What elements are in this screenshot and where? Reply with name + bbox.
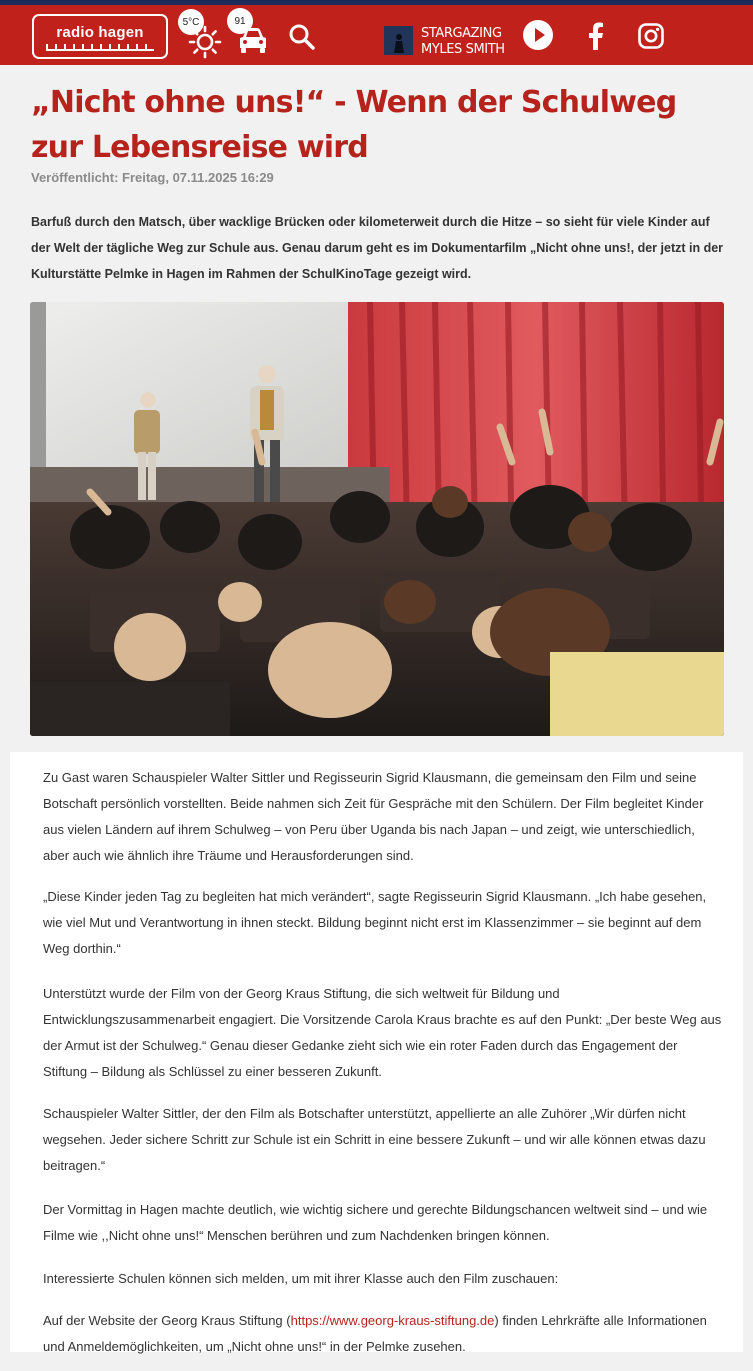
article-paragraph: Zu Gast waren Schauspieler Walter Sittler und Regisseurin Sigrid Klausmann, die gemeinsam den Film und seine Botschaft persönlich vorstellten. Beide nahmen sich Zeit für Gespräche mit den Schülern. Der Film begleitet Kinder aus vielen Ländern auf ihrem Schulweg – von Peru über Uganda bis nach Japan – und zeigt, wie unterschiedlich, aber auch wie ähnlich ihre Träume und Herausforderungen sind. — [43, 770, 704, 863]
paragraph-text: ) finden Lehrkräfte alle Informationen und Anmeldemöglichkeiten, um „Nicht ohne uns!“ in der Pelmke zusehen. — [43, 1313, 707, 1354]
logo-text: radio hagen — [56, 24, 144, 41]
article-paragraph: Schauspieler Walter Sittler, der den Film als Botschafter unterstützt, appellierte an alle Zuhörer „Wir dürfen nicht wegsehen. Jeder sichere Schritt zur Schule ist ein Schritt in eine bessere Zukunft – und wir alle können etwas dazu beitragen.“ — [43, 1106, 706, 1173]
article-title: „Nicht ohne uns!“ - Wenn der Schulweg zur Lebensreise wird — [31, 85, 677, 165]
now-playing-artist: MYLES SMITH — [421, 42, 505, 57]
published-date: Veröffentlicht: Freitag, 07.11.2025 16:29 — [31, 170, 274, 185]
stiftung-website-link[interactable]: https://www.georg-kraus-stiftung.de — [290, 1313, 495, 1328]
article-paragraph: Der Vormittag in Hagen machte deutlich, wie wichtig sichere und gerechte Bildungschancen weltweit sind – und wie Filme wie ,,Nicht ohne uns!“ Menschen berühren und zum Nachdenken bringen können. — [43, 1202, 708, 1243]
paragraph-text: Auf der Website der Georg Kraus Stiftung ( — [43, 1313, 291, 1328]
traffic-button[interactable] — [227, 8, 273, 58]
article-photo — [30, 302, 724, 736]
article-paragraph: Unterstützt wurde der Film von der Georg Kraus Stiftung, die sich weltweit für Bildung und Entwicklungszusammenarbeit engagiert. Die Vorsitzende Carola Kraus brachte es auf den Punkt: „Der beste Weg aus der Armut ist der Schulweg.“ Genau dieser Gedanke zieht sich wie ein roter Faden durch das Engagement der Stiftung – Bildung als Schlüssel zu einer besseren Zukunft. — [43, 986, 722, 1079]
radio-hagen-logo[interactable] — [32, 14, 168, 59]
article-paragraph-last — [43, 1308, 723, 1360]
instagram-icon[interactable] — [638, 23, 664, 49]
article-paragraph: Interessierte Schulen können sich melden, um mit ihrer Klasse auch den Film zuschauen: — [43, 1271, 559, 1286]
traffic-count-badge: 91 — [227, 8, 253, 34]
play-icon[interactable] — [523, 20, 553, 50]
cover-figure-icon — [384, 26, 413, 55]
logo-scale-icon — [46, 44, 154, 51]
site-header — [0, 5, 753, 65]
facebook-icon[interactable] — [588, 22, 604, 50]
search-icon[interactable] — [288, 23, 316, 51]
weather-button[interactable] — [178, 9, 224, 59]
article-paragraph: „Diese Kinder jeden Tag zu begleiten hat mich verändert“, sagte Regisseurin Sigrid Klausmann. „Ich habe gesehen, wie viel Mut und Verantwortung in ihnen steckt. Bildung beginnt nicht erst im Klassenzimmer – sie beginnt auf dem Weg dorthin.“ — [43, 889, 707, 956]
cinema-scene-illustration — [30, 302, 724, 736]
now-playing-title: STARGAZING — [421, 26, 502, 41]
weather-temp-badge: 5°C — [178, 9, 204, 35]
article-lead: Barfuß durch den Matsch, über wacklige Brücken oder kilometerweit durch die Hitze – so sieht für viele Kinder auf der Welt der tägliche Weg zur Schule aus. Genau darum geht es im Dokumentarfilm „Nicht ohne uns!, der jetzt in der Kulturstätte Pelmke in Hagen im Rahmen der SchulKinoTage gezeigt wird. — [31, 215, 724, 281]
now-playing-cover — [384, 26, 413, 55]
